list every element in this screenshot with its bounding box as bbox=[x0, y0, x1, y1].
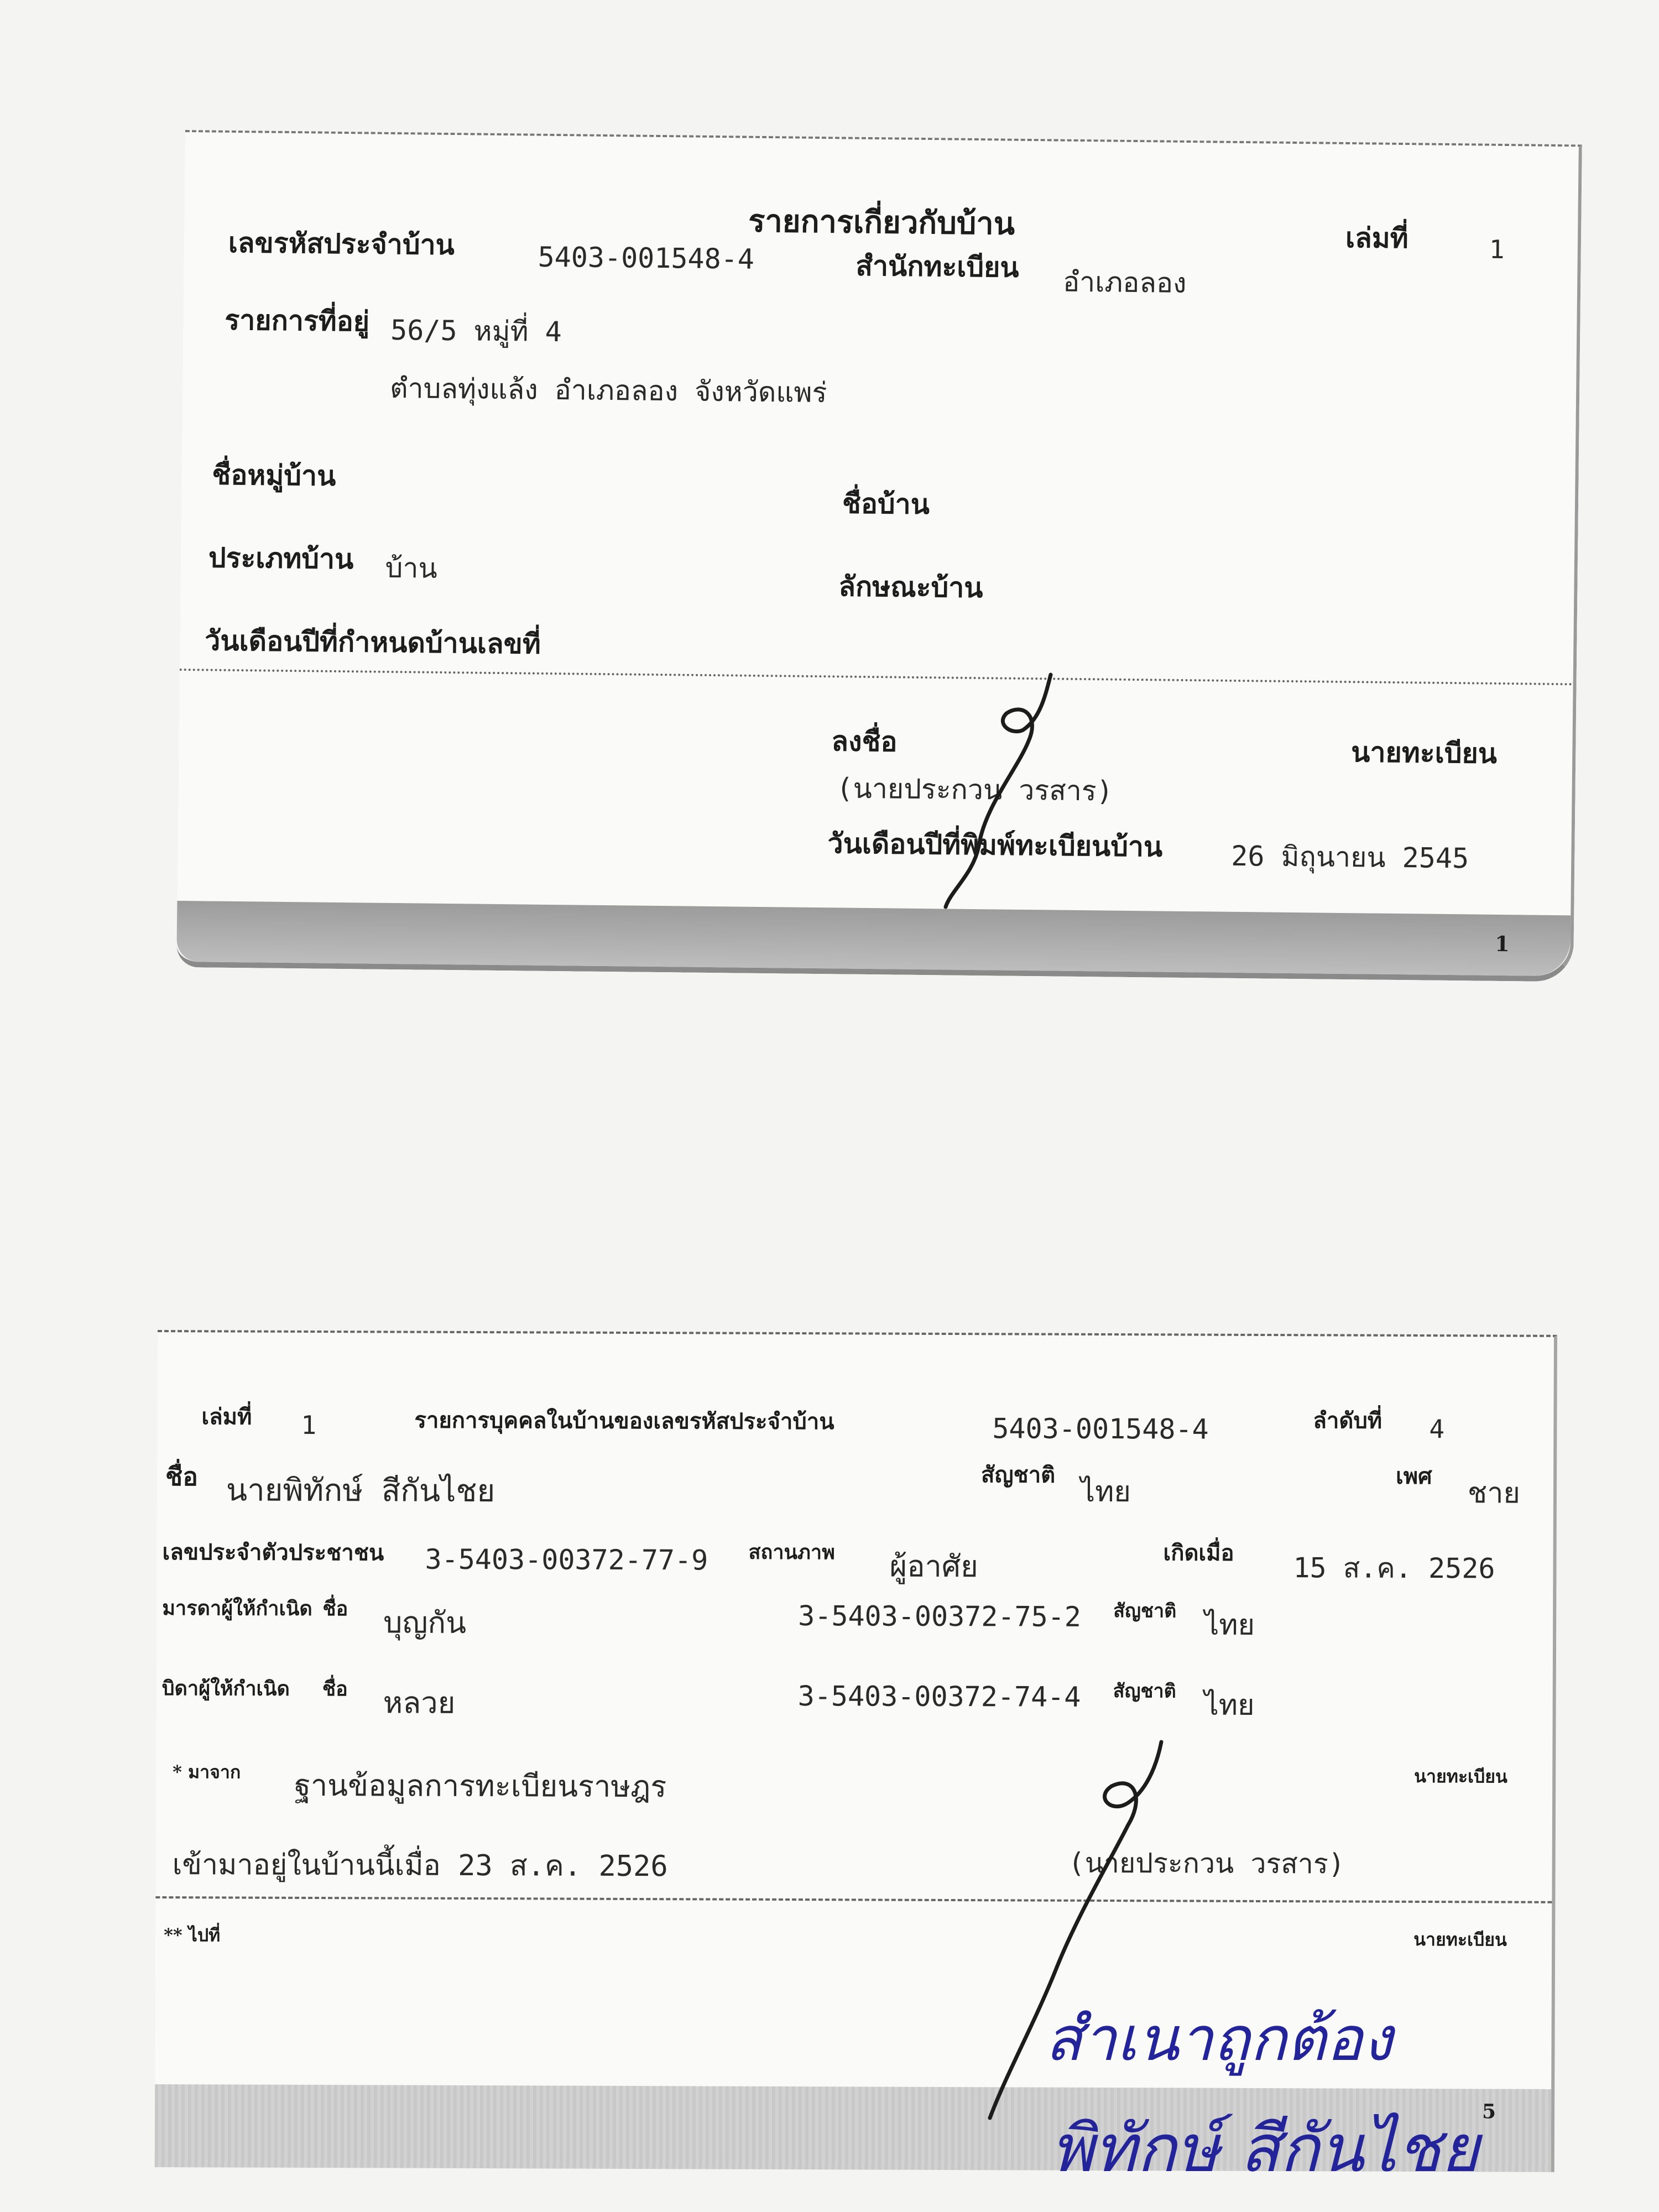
birth-date: 15 ส.ค. 2526 bbox=[1293, 1552, 1495, 1585]
nationality-label: สัญชาติ bbox=[981, 1462, 1056, 1488]
address-label: รายการที่อยู่ bbox=[225, 303, 370, 338]
registrar-name: (นายประกวน วรสาร) bbox=[1068, 1846, 1345, 1880]
house-code: 5403-001548-4 bbox=[538, 241, 755, 275]
page-number: 5 bbox=[1481, 2100, 1496, 2124]
print-date: 26 มิถุนายน 2545 bbox=[1231, 839, 1469, 875]
moved-in-date: เข้ามาอยู่ในบ้านนี้เมื่อ 23 ส.ค. 2526 bbox=[172, 1848, 668, 1884]
divider bbox=[155, 1896, 1552, 1903]
person-heading: รายการบุคคลในบ้านของเลขรหัสประจำบ้าน bbox=[414, 1407, 834, 1435]
number-assigned-date-label: วันเดือนปีที่กำหนดบ้านเลขที่ bbox=[205, 624, 541, 660]
birth-label: เกิดเมื่อ bbox=[1163, 1540, 1234, 1566]
father-id: 3-5403-00372-74-4 bbox=[797, 1680, 1081, 1713]
id-label: เลขประจำตัวประชาชน bbox=[162, 1539, 384, 1566]
sex: ชาย bbox=[1467, 1477, 1521, 1510]
to-label: ** ไปที่ bbox=[164, 1924, 221, 1946]
order-number: 4 bbox=[1429, 1414, 1445, 1444]
house-type: บ้าน bbox=[385, 551, 438, 585]
registrar-label: นายทะเบียน bbox=[1413, 1928, 1507, 1950]
father-name: หลวย bbox=[383, 1685, 456, 1720]
house-title: รายการเกี่ยวกับบ้าน bbox=[748, 202, 1015, 242]
mother-nationality: ไทย bbox=[1204, 1608, 1255, 1642]
father-nationality-label: สัญชาติ bbox=[1113, 1680, 1176, 1703]
registry-office: อำเภอลอง bbox=[1062, 265, 1187, 299]
sex-label: เพศ bbox=[1396, 1463, 1432, 1490]
book-number: 1 bbox=[1489, 234, 1505, 264]
mother-nationality-label: สัญชาติ bbox=[1113, 1600, 1177, 1623]
handwritten-name: พิทักษ์ สีกันไชย bbox=[1051, 2110, 1480, 2187]
house-name-label: ชื่อบ้าน bbox=[842, 487, 930, 521]
house-code: 5403-001548-4 bbox=[992, 1412, 1209, 1446]
mother-name: บุญกัน bbox=[383, 1605, 467, 1640]
from-value: ฐานข้อมูลการทะเบียนราษฎร bbox=[294, 1767, 667, 1804]
id-number: 3-5403-00372-77-9 bbox=[425, 1543, 708, 1577]
nationality: ไทย bbox=[1080, 1475, 1131, 1509]
name-label: ชื่อ bbox=[165, 1462, 199, 1492]
house-type-label: ประเภทบ้าน bbox=[208, 541, 354, 576]
status: ผู้อาศัย bbox=[889, 1548, 978, 1584]
house-code-label: เลขรหัสประจำบ้าน bbox=[228, 226, 455, 262]
card-footer-band bbox=[176, 901, 1571, 976]
book-number: 1 bbox=[301, 1410, 317, 1441]
registrar-name: (นายประกวน วรสาร) bbox=[836, 772, 1114, 807]
house-details-card bbox=[176, 130, 1582, 982]
mother-id: 3-5403-00372-75-2 bbox=[798, 1600, 1082, 1633]
divider bbox=[180, 669, 1573, 685]
registrar-label: นายทะเบียน bbox=[1351, 735, 1498, 770]
book-label: เล่มที่ bbox=[201, 1404, 252, 1430]
father-name-label: ชื่อ bbox=[322, 1677, 348, 1701]
print-date-label: วันเดือนปีที่พิมพ์ทะเบียนบ้าน bbox=[827, 827, 1163, 863]
registrar-signature bbox=[929, 664, 1084, 918]
father-label: บิดาผู้ให้กำเนิด bbox=[161, 1677, 290, 1700]
father-nationality: ไทย bbox=[1204, 1688, 1255, 1722]
mother-label: มารดาผู้ให้กำเนิด bbox=[162, 1597, 312, 1620]
village-name-label: ชื่อหมู่บ้าน bbox=[212, 458, 336, 492]
book-label: เล่มที่ bbox=[1345, 221, 1409, 255]
house-character-label: ลักษณะบ้าน bbox=[838, 570, 983, 604]
person-name: นายพิทักษ์ สีกันไชย bbox=[226, 1472, 495, 1510]
status-label: สถานภาพ bbox=[748, 1540, 835, 1564]
registrar-label: นายทะเบียน bbox=[1414, 1765, 1508, 1787]
page-number: 1 bbox=[1495, 931, 1510, 957]
mother-name-label: ชื่อ bbox=[322, 1597, 348, 1621]
from-label: * มาจาก bbox=[173, 1761, 241, 1783]
address-line2: ตำบลทุ่งแล้ง อำเภอลอง จังหวัดแพร่ bbox=[389, 372, 827, 409]
signed-label: ลงชื่อ bbox=[831, 724, 898, 758]
order-label: ลำดับที่ bbox=[1313, 1407, 1383, 1434]
registry-office-label: สำนักทะเบียน bbox=[855, 249, 1019, 284]
handwritten-certified-copy: สำเนาถูกต้อง bbox=[1045, 2004, 1392, 2074]
address-line1: 56/5 หมู่ที่ 4 bbox=[390, 314, 562, 348]
